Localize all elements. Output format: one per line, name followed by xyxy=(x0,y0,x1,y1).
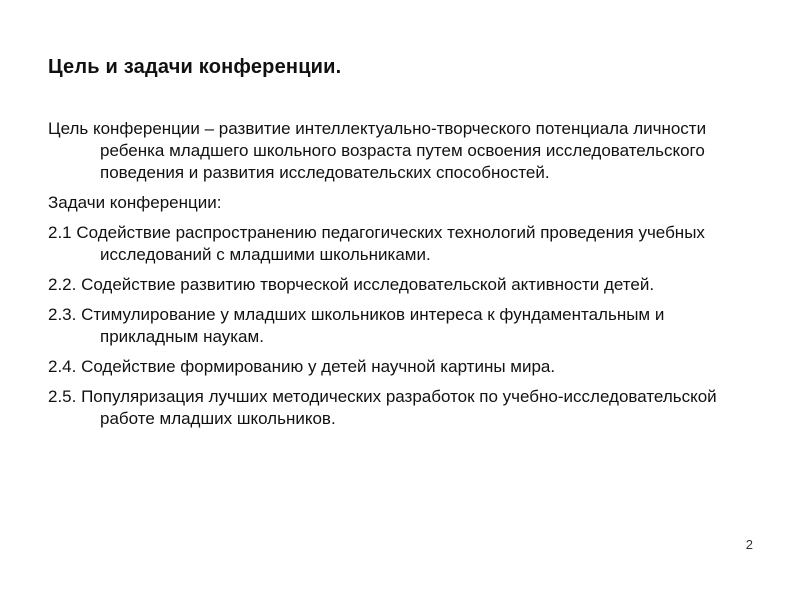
task-item-2-5: 2.5. Популяризация лучших методических разработок по учебно-исследовательской работе младших школьников. xyxy=(48,387,717,428)
goal-paragraph: Цель конференции – развитие интеллектуально-творческого потенциала личности ребенка младшего школьного возраста путем освоения исследовательского поведения и развития исследовательских способностей. xyxy=(48,119,707,182)
task-item-2-4: 2.4. Содействие формированию у детей научной картины мира. xyxy=(48,357,556,376)
slide-body xyxy=(48,118,748,438)
task-item-2-3: 2.3. Стимулирование у младших школьников интереса к фундаментальным и прикладным наукам. xyxy=(48,305,665,346)
tasks-heading: Задачи конференции: xyxy=(48,193,222,212)
slide-title: Цель и задачи конференции. xyxy=(48,56,342,78)
slide-number: 2 xyxy=(745,537,753,552)
task-item-2-2: 2.2. Содействие развитию творческой исследовательской активности детей. xyxy=(48,275,655,294)
task-item-2-1: 2.1 Содействие распространению педагогических технологий проведения учебных исследований с младшими школьниками. xyxy=(48,223,705,264)
